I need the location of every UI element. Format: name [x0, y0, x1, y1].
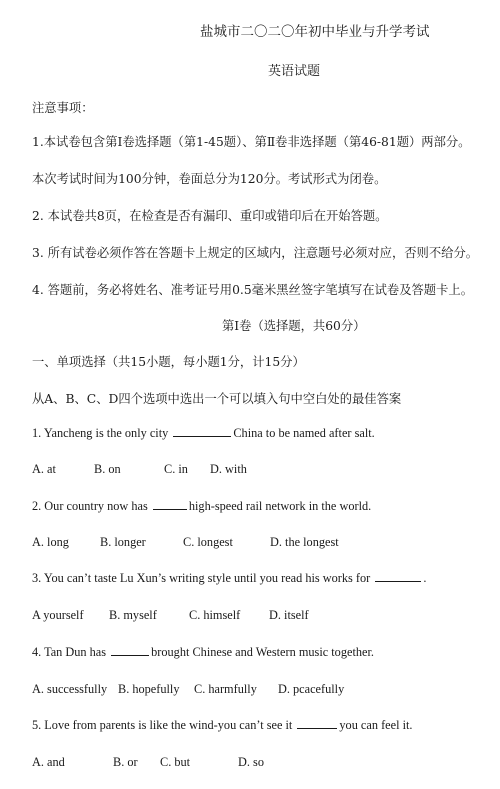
- section-instruction: 从A、B、C、D四个选项中选出一个可以填入句中空白处的最佳答案: [32, 392, 402, 406]
- answer-blank: [153, 499, 187, 510]
- note-item: 1.本试卷包含第Ⅰ卷选择题（第1-45题）、第Ⅱ卷非选择题（第46-81题）两部分。: [32, 135, 471, 149]
- question-text: .: [423, 571, 427, 585]
- option: A. at: [32, 462, 56, 476]
- option: B. myself: [109, 608, 157, 622]
- answer-blank: [173, 426, 231, 437]
- option: D. itself: [269, 608, 309, 622]
- option: D. the longest: [270, 535, 339, 549]
- question-text: 3. You can’t taste Lu Xun’s writing style until you read his works for: [32, 571, 374, 585]
- option: C. longest: [183, 535, 233, 549]
- answer-blank: [375, 571, 421, 582]
- question-text: 4. Tan Dun has: [32, 645, 110, 659]
- question-text: 5. Love from parents is like the wind-you can’t see it: [32, 718, 296, 732]
- note-item: 本次考试时间为100分钟，卷面总分为120分。考试形式为闭卷。: [32, 172, 387, 186]
- question-4: [32, 645, 374, 660]
- answer-blank: [297, 718, 337, 729]
- option: C. harmfully: [194, 682, 257, 696]
- option: C. in: [164, 462, 188, 476]
- option: A yourself: [32, 608, 84, 622]
- question-5: [32, 718, 412, 733]
- part-one-title: 第Ⅰ卷（选择题，共60分）: [222, 319, 366, 333]
- note-item: 3. 所有试卷必须作答在答题卡上规定的区域内，注意题号必须对应，否则不给分。: [32, 246, 479, 260]
- question-1: [32, 426, 375, 441]
- question-text: China to be named after salt.: [233, 426, 375, 440]
- option: B. hopefully: [118, 682, 180, 696]
- note-item: 4. 答题前，务必将姓名、准考证号用0.5毫米黑丝签字笔填写在试卷及答题卡上。: [32, 283, 473, 297]
- question-text: high-speed rail network in the world.: [188, 499, 372, 513]
- option: C. himself: [189, 608, 241, 622]
- option: D. with: [210, 462, 247, 476]
- question-text: you can feel it.: [339, 718, 413, 732]
- question-3: [32, 571, 426, 586]
- option: B. on: [94, 462, 121, 476]
- note-item: 2. 本试卷共8页，在检查是否有漏印、重印或错印后在开始答题。: [32, 209, 388, 223]
- option: B. longer: [100, 535, 146, 549]
- option: B. or: [113, 755, 138, 769]
- notes-heading: 注意事项：: [32, 101, 94, 115]
- question-text: 2. Our country now has: [32, 499, 151, 513]
- question-text: 1. Yancheng is the only city: [32, 426, 172, 440]
- option: C. but: [160, 755, 191, 769]
- answer-blank: [111, 645, 149, 656]
- section-heading: 一、单项选择（共15小题，每小题1分，计15分）: [32, 355, 305, 369]
- option: A. long: [32, 535, 69, 549]
- exam-subtitle: 英语试题: [268, 64, 321, 79]
- exam-title: 盐城市二〇二〇年初中毕业与升学考试: [200, 24, 430, 40]
- option: D. pcacefully: [278, 682, 345, 696]
- question-2: [32, 499, 371, 514]
- option: A. and: [32, 755, 65, 769]
- option: A. successfully: [32, 682, 108, 696]
- question-text: brought Chinese and Western music together.: [151, 645, 374, 659]
- option: D. so: [238, 755, 264, 769]
